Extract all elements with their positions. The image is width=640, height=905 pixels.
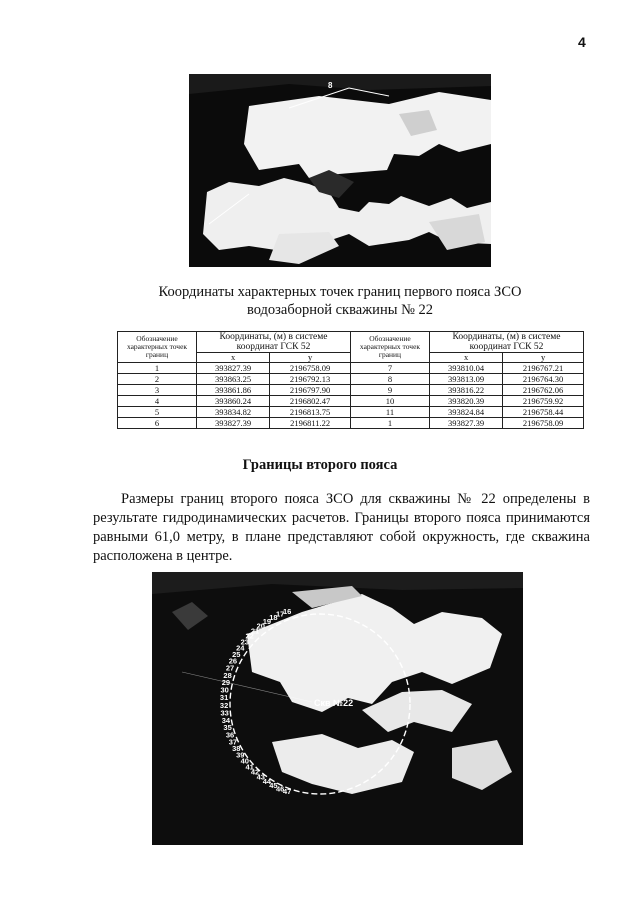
point-id: 8 (350, 374, 429, 385)
point-id: 10 (350, 396, 429, 407)
point-id: 2 (118, 374, 197, 385)
points-header-right: Обозначение характерных точек границ (350, 332, 429, 363)
table-row (118, 407, 584, 418)
x-value: 393810.04 (429, 363, 502, 374)
boundary-point-label: 40 (240, 756, 249, 766)
y-value: 2196758.09 (270, 363, 351, 374)
boundary-point-label: 30 (220, 685, 229, 695)
y-value: 2196792.13 (270, 374, 351, 385)
y-value: 2196758.09 (503, 418, 584, 429)
table-row (118, 374, 584, 385)
first-belt-map (189, 74, 491, 267)
table-caption (120, 283, 560, 319)
y-value: 2196813.75 (270, 407, 351, 418)
y-value: 2196759.92 (503, 396, 584, 407)
y-value: 2196762.06 (503, 385, 584, 396)
coordinates-table (117, 331, 584, 429)
caption-line-2: водозаборной скважины № 22 (246, 302, 434, 318)
point-id: 7 (350, 363, 429, 374)
boundary-point-label: 27 (225, 663, 235, 673)
boundary-point-label: 31 (219, 693, 229, 703)
boundary-point-label: 44 (262, 777, 272, 786)
body-paragraph: Размеры границ второго пояса ЗСО для скважины № 22 определены в результате гидродинамических расчетов. Границы второго пояса принимаются равными 61,0 метру, в плане представляют собой окружность, где скважина расположена в центре. (93, 491, 590, 564)
x-value: 393827.39 (197, 363, 270, 374)
boundary-point-label: 34 (221, 715, 231, 725)
x-value: 393827.39 (197, 418, 270, 429)
points-header-left: Обозначение характерных точек границ (118, 332, 197, 363)
y-value: 2196764.30 (503, 374, 584, 385)
point-id: 6 (118, 418, 197, 429)
table-row (118, 396, 584, 407)
boundary-point-label: 28 (223, 670, 232, 680)
boundary-point-label: 33 (220, 708, 229, 718)
y-value: 2196758.44 (503, 407, 584, 418)
caption-line-1: Координаты характерных точек границ первого пояса ЗСО (158, 284, 522, 300)
boundary-point-label: 29 (221, 678, 231, 688)
table-row (118, 418, 584, 429)
boundary-point-label: 19 (262, 617, 272, 626)
boundary-point-label: 21 (250, 626, 260, 636)
boundary-point-label: 38 (232, 744, 241, 754)
boundary-point-label: 37 (228, 737, 238, 747)
boundary-point-label: 17 (276, 609, 285, 619)
x-header-right: х (429, 353, 502, 363)
boundary-point-label: 22 (245, 631, 254, 641)
x-value: 393816.22 (429, 385, 502, 396)
y-header-left: у (270, 353, 351, 363)
boundary-point-label: 35 (223, 723, 232, 733)
boundary-point-label: 24 (236, 643, 245, 653)
x-value: 393863.25 (197, 374, 270, 385)
y-value: 2196802.47 (270, 396, 351, 407)
boundary-point-label: 43 (256, 772, 265, 782)
coords-header-right: Координаты, (м) в системе координат ГСК 52 (429, 332, 583, 353)
x-value: 393820.39 (429, 396, 502, 407)
y-value: 2196797.90 (270, 385, 351, 396)
y-value: 2196811.22 (270, 418, 351, 429)
boundary-point-label: 26 (228, 656, 238, 666)
x-header-left: х (197, 353, 270, 363)
x-value: 393813.09 (429, 374, 502, 385)
y-header-right: у (503, 353, 584, 363)
x-value: 393861.86 (197, 385, 270, 396)
table-row (118, 363, 584, 374)
point-id: 9 (350, 385, 429, 396)
y-value: 2196767.21 (503, 363, 584, 374)
boundary-point-label: 16 (283, 606, 292, 616)
boundary-point-label: 42 (250, 767, 260, 777)
well-label: Скв №22 (314, 698, 354, 708)
boundary-point-label: 39 (236, 750, 245, 760)
point-id: 5 (118, 407, 197, 418)
boundary-point-label: 23 (240, 637, 249, 647)
boundary-point-label: 32 (219, 700, 229, 710)
boundary-point-label: 36 (225, 730, 235, 740)
boundary-point-label: 45 (269, 780, 278, 790)
boundary-point-label: 46 (276, 784, 285, 794)
table-row (118, 385, 584, 396)
boundary-point-label: 47 (283, 787, 292, 797)
second-belt-map (152, 572, 523, 845)
point-id: 4 (118, 396, 197, 407)
boundary-point-label: 20 (256, 621, 265, 631)
x-value: 393860.24 (197, 396, 270, 407)
page-number: 4 (578, 34, 586, 50)
point-id: 11 (350, 407, 429, 418)
boundary-point-label: 41 (245, 762, 254, 772)
x-value: 393824.84 (429, 407, 502, 418)
coords-header-left: Координаты, (м) в системе координат ГСК 52 (197, 332, 351, 353)
map1-label: 8 (328, 81, 333, 90)
point-id: 1 (118, 363, 197, 374)
point-id: 1 (350, 418, 429, 429)
boundary-point-label: 25 (232, 649, 241, 659)
boundary-point-label: 18 (269, 613, 278, 623)
x-value: 393834.82 (197, 407, 270, 418)
section-heading: Границы второго пояса (242, 457, 398, 473)
point-id: 3 (118, 385, 197, 396)
x-value: 393827.39 (429, 418, 502, 429)
